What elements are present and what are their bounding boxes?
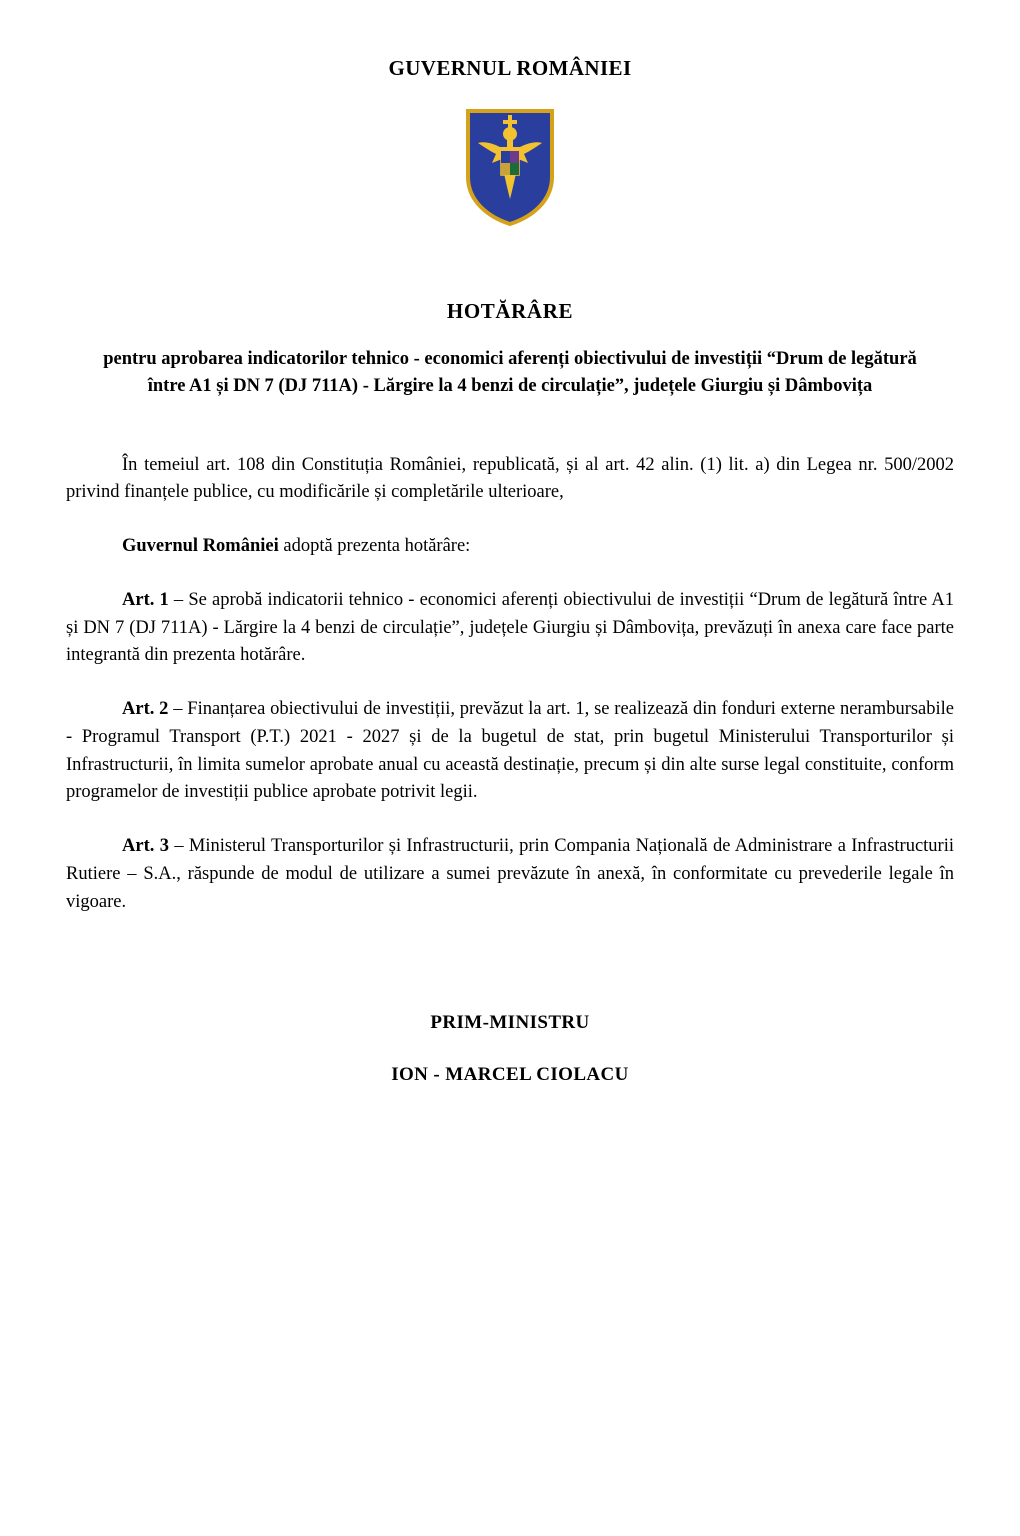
adoption-lead: Guvernul României bbox=[122, 536, 279, 557]
preamble-adoption bbox=[66, 533, 954, 561]
article-2 bbox=[66, 696, 954, 807]
document-subtitle: pentru aprobarea indicatorilor tehnico - economici aferenți obiectivului de investiții “Drum de legătură între A1 și DN 7 (DJ 711A) - Lărgire la 4 benzi de circulație”, județele Giurgiu și Dâmbovița bbox=[103, 349, 917, 396]
adoption-rest: adoptă prezenta hotărâre: bbox=[278, 536, 471, 557]
article-1 bbox=[66, 587, 954, 670]
document-type-title: HOTĂRÂRE bbox=[446, 299, 574, 323]
article-1-text: – Se aprobă indicatorii tehnico - economici aferenți obiectivului de investiții “Drum de legătură între A1 și DN 7 (DJ 711A) - Lărgire la 4 benzi de circulație”, județele Giurgiu și Dâmbovița, prevăzuți în anexa care face parte integrantă din prezenta hotărâre. bbox=[66, 589, 954, 666]
article-3-text: – Ministerul Transporturilor și Infrastructurii, prin Compania Națională de Administrare a Infrastructurii Rutiere – S.A., răspunde de modul de utilizare a sumei prevăzute în anexă, în conformitate cu prevederile legale în vigoare. bbox=[66, 836, 955, 912]
romanian-coat-of-arms-icon bbox=[462, 107, 558, 227]
signatory-role: PRIM-MINISTRU bbox=[430, 1012, 590, 1034]
article-1-label: Art. 1 bbox=[122, 589, 169, 610]
signature-block bbox=[40, 1012, 980, 1086]
coat-of-arms-container bbox=[40, 107, 980, 227]
article-3 bbox=[66, 833, 954, 916]
preamble-legal-basis: În temeiul art. 108 din Constituția României, republicată, și al art. 42 alin. (1) lit. a) din Legea nr. 500/2002 privind finanțele publice, cu modificările și completările ulterioare, bbox=[66, 454, 954, 503]
article-2-label: Art. 2 bbox=[122, 699, 169, 720]
article-3-label: Art. 3 bbox=[122, 836, 169, 857]
government-title: GUVERNUL ROMÂNIEI bbox=[388, 56, 632, 80]
article-2-text: – Finanțarea obiectivului de investiții, prevăzut la art. 1, se realizează din fonduri externe nerambursabile - Programul Transport (P.T.) 2021 - 2027 și de la bugetul de stat, prin bugetul Ministerului Transporturilor și Infrastructurii, în limita sumelor aprobate anual cu această destinație, precum și din alte surse legal constituite, conform programelor de investiții publice aprobate potrivit legii. bbox=[66, 699, 954, 803]
signatory-name: ION - MARCEL CIOLACU bbox=[391, 1064, 629, 1086]
